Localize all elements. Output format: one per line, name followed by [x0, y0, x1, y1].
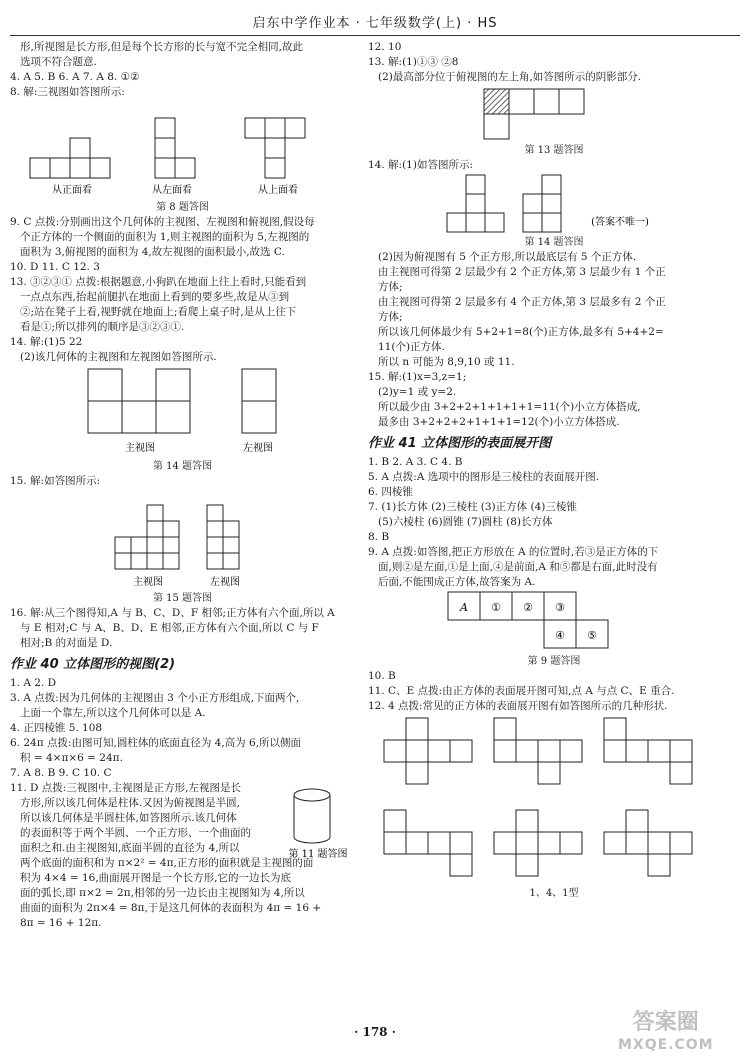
answer-line: 所以 n 可能为 8,9,10 或 11.: [378, 356, 515, 368]
q9-net-figure: [368, 590, 740, 654]
answer-line: 10. B: [368, 670, 396, 682]
answer-line: 一点点东西,抬起前腿扒在地面上看到的要多些,故是从③到: [20, 291, 290, 303]
answer-line: 6. 24π 点拨:由图可知,圆柱体的底面直径为 4,高为 6,所以侧面: [10, 737, 302, 749]
answer-line: 3. A 点拨:因为几何体的主视图由 3 个小正方形组成,下面两个,: [10, 692, 300, 704]
net-cell-label: ②: [523, 601, 533, 614]
section-title: 作业 41 立体图形的表面展开图: [368, 436, 552, 451]
q14-answer-drawing: [368, 173, 740, 235]
answer-line: 12. 4 点拨:常见的正方体的表面展开图有如答图所示的几种形状.: [368, 700, 668, 712]
answer-line: 14. 解:(1)如答图所示:: [368, 159, 473, 171]
q8-views-drawing: [10, 100, 355, 200]
answer-line: 看是①;所以排列的顺序是③②③①.: [20, 321, 185, 333]
net-cell-label: A: [460, 601, 468, 614]
answer-line: 积为 4×4 = 16,曲面展开图是一个长方形,它的一边长为底: [20, 872, 292, 884]
answer-line: 11. C、E 点拨:由正方体的表面展开图可知,点 A 与点 C、E 重合.: [368, 685, 675, 697]
answer-line: 两个底面的面积和为 π×2² = 4π,正方形的面积就是主视图的面: [20, 857, 314, 869]
view-label: 从左面看: [152, 185, 192, 196]
answer-line: 11. D 点拨:三视图中,主视图是正方形,左视图是长: [10, 782, 242, 794]
view-label: 主视图: [125, 443, 155, 454]
answer-line: 方体;: [378, 311, 403, 323]
answer-line: 所以最少由 3+2+2+1+1+1+1=11(个)小立方体搭成,: [378, 401, 641, 413]
shaded-square: [484, 89, 509, 114]
answer-line: 由主视图可得第 2 层最多有 4 个正方体,第 3 层最多有 2 个正: [378, 296, 666, 308]
answer-line: 面积为 3,俯视图的面积为 4,故左视图的面积最小,故选 C.: [20, 246, 285, 258]
answer-line: 12. 10: [368, 41, 402, 53]
figure-caption: 第 8 题答图: [156, 202, 209, 213]
answer-line: 方形,所以该几何体是柱体.又因为俯视图是半圆,: [20, 797, 241, 809]
net-cell-label: ④: [555, 629, 565, 642]
q15-figure: [10, 489, 355, 591]
view-label: 左视图: [210, 577, 240, 588]
net-cell-label: ①: [491, 601, 501, 614]
note-text: (答案不唯一): [591, 217, 649, 228]
figure-caption: 第 9 题答图: [527, 656, 581, 667]
q13-figure: [368, 85, 740, 143]
answer-line: 11(个)正方体.: [378, 341, 445, 353]
text-line: 形,所视图是长方形,但是每个长方形的长与宽不完全相同,故此: [20, 41, 304, 53]
answer-line: 13. 解:(1)①③ ②8: [368, 56, 459, 68]
right-column: [368, 40, 740, 901]
figure-caption: 第 14 题答图: [524, 237, 584, 248]
answer-line: 面的弧长,即 π×2 = 2π,相邻的另一边长由主视图知为 4,所以: [20, 887, 305, 899]
answer-line: 9. A 点拨:如答图,把正方形放在 A 的位置时,若③是正方体的下: [368, 546, 659, 558]
q9-net-drawing: [368, 590, 740, 654]
watermark-url: MXQE.COM: [618, 1037, 714, 1053]
figure-caption: 第 13 题答图: [524, 145, 584, 156]
answer-line: 15. 解:如答图所示:: [10, 475, 101, 487]
watermark: [618, 1012, 714, 1056]
answer-line: 所以该几何体最少有 5+2+1=8(个)正方体,最多有 5+4+2=: [378, 326, 664, 338]
answer-line: 面,则②是左面,①是上面,④是前面,A 和⑤都是右面,此时没有: [378, 561, 658, 573]
net-cell-label: ③: [555, 601, 565, 614]
view-label: 从正面看: [52, 185, 92, 196]
answer-line: 15. 解:(1)x=3,z=1;: [368, 371, 467, 383]
figure-caption: 第 14 题答图: [152, 461, 213, 472]
answer-line: 积 = 4×π×6 = 24π.: [20, 752, 123, 764]
answer-line: 面积之和.由主视图知,底面半圆的直径为 4,所以: [20, 842, 240, 854]
answer-line: 16. 解:从三个图得知,A 与 B、C、D、F 相邻;正方体有六个面,所以 A: [10, 607, 335, 619]
answer-line: 8. B: [368, 531, 390, 543]
figure-caption: 1、4、1型: [529, 888, 579, 899]
answer-line: 8π = 16 + 12π.: [20, 917, 102, 929]
q11-figure: [280, 785, 355, 867]
view-label: 主视图: [133, 577, 163, 588]
q11-block: [10, 781, 355, 931]
answer-line: 5. A 点拨:A 选项中的图形是三棱柱的表面展开图.: [368, 471, 600, 483]
watermark-logo-text: 答案圈: [632, 1010, 699, 1035]
figure-caption: 第 15 题答图: [152, 593, 213, 604]
page-header: 启东中学作业本 · 七年级数学(上) · HS: [252, 16, 498, 31]
answer-line: 后面,不能围成正方体,故答案为 A.: [378, 576, 536, 588]
half-cylinder-drawing: [280, 785, 355, 867]
header-rule: [10, 35, 740, 36]
answer-line: 由主视图可得第 2 层最少有 2 个正方体,第 3 层最少有 1 个正: [378, 266, 666, 278]
answer-line: 13. ③②③① 点拨:根据题意,小狗趴在地面上往上看时,只能看到: [10, 276, 307, 288]
section-title: 作业 40 立体图形的视图(2): [10, 657, 176, 672]
cube-nets-drawing: [368, 714, 740, 886]
page-number: · 178 ·: [354, 1025, 396, 1039]
answer-line: 9. C 点拨:分别画出这个几何体的主视图、左视图和俯视图,假设每: [10, 216, 315, 228]
answer-line: 1. A 2. D: [10, 677, 57, 689]
answer-line: 个正方体的一个侧面的面积为 1,则主视图的面积为 5,左视图的: [20, 231, 310, 243]
answer-line: 最多由 3+2+2+2+1+1+1=12(个)小立方体搭成.: [378, 416, 620, 428]
answer-line: 4. 正四棱锥 5. 108: [10, 722, 103, 734]
text-line: 选项不符合题意.: [20, 56, 97, 68]
answer-line: 相对;B 的对面是 D.: [20, 637, 113, 649]
answer-line: (5)六棱柱 (6)圆锥 (7)圆柱 (8)长方体: [378, 516, 553, 528]
q13-top-view-drawing: [368, 85, 740, 143]
answer-line: (2)y=1 或 y=2.: [378, 386, 457, 398]
q15-views-drawing: [10, 489, 355, 591]
answer-line: 7. A 8. B 9. C 10. C: [10, 767, 112, 779]
answer-line: (2)最高部分位于俯视图的左上角,如答图所示的阴影部分.: [378, 71, 642, 83]
q14r-figure: [368, 173, 740, 235]
left-column: [10, 40, 355, 931]
answer-line: 的表面积等于两个半圆、一个正方形、一个曲面的: [20, 827, 251, 839]
answer-line: 10. D 11. C 12. 3: [10, 261, 100, 273]
answer-line: 7. (1)长方体 (2)三棱柱 (3)正方体 (4)三棱锥: [368, 501, 577, 513]
answer-line: 6. 四棱锥: [368, 486, 413, 498]
answer-line: 4. A 5. B 6. A 7. A 8. ①②: [10, 71, 140, 83]
net-cell-label: ⑤: [587, 629, 597, 642]
answer-line: ②;站在凳子上看,视野就在地面上;看爬上桌子时,是从上往下: [20, 306, 297, 318]
answer-line: 曲面的面积为 2π×4 = 8π,于是这几何体的表面积为 4π = 16 +: [20, 902, 322, 914]
answer-line: 上面一个靠左,所以这个几何体可以是 A.: [20, 707, 206, 719]
view-label: 左视图: [243, 443, 273, 454]
view-label: 从上面看: [258, 185, 298, 196]
answer-line: 8. 解:三视图如答图所示:: [10, 86, 125, 98]
answer-line: 1. B 2. A 3. C 4. B: [368, 456, 463, 468]
answer-line: (2)该几何体的主视图和左视图如答图所示.: [20, 351, 217, 363]
answer-line: 14. 解:(1)5 22: [10, 336, 83, 348]
q14-views-drawing: [10, 365, 355, 459]
q14-figure: [10, 365, 355, 459]
answer-line: 所以该几何体是半圆柱体,如答图所示.该几何体: [20, 812, 237, 824]
figure-caption: 第 11 题答图: [288, 849, 348, 860]
answer-line: (2)因为俯视图有 5 个正方形,所以最底层有 5 个正方体.: [378, 251, 637, 263]
answer-line: 与 E 相对;C 与 A、B、D、E 相邻,正方体有六个面,所以 C 与 F: [20, 622, 319, 634]
answer-line: 方体;: [378, 281, 403, 293]
q8-figure: [10, 100, 355, 200]
q12-nets-figure: [368, 714, 740, 886]
